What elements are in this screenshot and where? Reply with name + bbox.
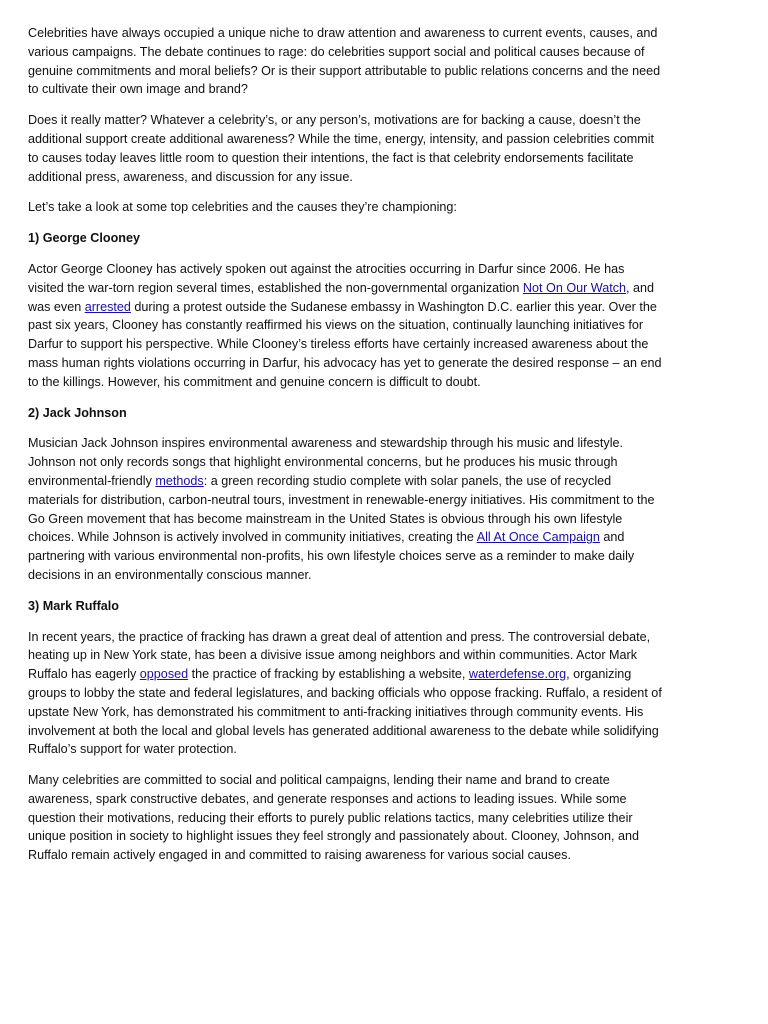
body-text: : a green recording studio complete with solar panels, the use of recycled materials for distribution, carbon-neutral tours, investment in renewable-energy initiatives. His commitment to the Go Green movement that has become mainstream in the United States is obvious through his own lifestyle choices. While Johnson is actively involved in community initiatives, creating the bbox=[28, 473, 655, 545]
section-paragraph-johnson bbox=[28, 434, 662, 584]
body-text: Musician Jack Johnson inspires environmental awareness and stewardship through his music and lifestyle. Johnson not only records songs that highlight environmental concerns, but he produces his music through environmental-friendly bbox=[28, 436, 624, 488]
not-on-our-watch-link[interactable]: Not On Our Watch bbox=[522, 280, 627, 295]
section-paragraph-ruffalo bbox=[28, 628, 662, 760]
body-text: Actor George Clooney has actively spoken out against the atrocities occurring in Darfur since 2006. He has visited the war-torn region several times, established the non-governmental organization bbox=[28, 261, 625, 295]
section-heading-clooney: 1) George Clooney bbox=[28, 231, 140, 246]
intro-paragraph-3: Let’s take a look at some top celebrities and the causes they’re championing: bbox=[28, 200, 457, 215]
arrested-link[interactable]: arrested bbox=[84, 299, 131, 314]
document-body bbox=[28, 24, 662, 877]
intro-paragraph-1: Celebrities have always occupied a unique niche to draw attention and awareness to current events, causes, and various campaigns. The debate continues to rage: do celebrities support social and political causes because of genuine commitments and moral beliefs? Or is their support attributable to public relations concerns and the need to cultivate their own image and brand? bbox=[28, 26, 661, 97]
body-text: during a protest outside the Sudanese embassy in Washington D.C. earlier this year. Over the past six years, Clooney has constantly reaffirmed his views on the situation, continually launching initiatives for Darfur to support his perspective. While Clooney’s tireless efforts have certainly increased awareness about the mass human rights violations occurring in Darfur, his advocacy has yet to generate the desired response – an end to the killings. However, his commitment and genuine concern is difficult to doubt. bbox=[28, 299, 662, 389]
all-at-once-campaign-link[interactable]: All At Once Campaign bbox=[476, 530, 600, 545]
section-paragraph-clooney bbox=[28, 260, 662, 392]
intro-paragraph-2: Does it really matter? Whatever a celebrity’s, or any person’s, motivations are for backing a cause, doesn’t the additional support create additional awareness? While the time, energy, intensity, and passion celebrities commit to causes today leaves little room to question their intentions, the fact is that celebrity endorsements facilitate additional press, awareness, and discussion for any issue. bbox=[28, 113, 655, 184]
section-heading-ruffalo: 3) Mark Ruffalo bbox=[28, 598, 119, 613]
waterdefense-link[interactable]: waterdefense.org bbox=[468, 667, 567, 682]
body-text: , organizing groups to lobby the state and federal legislatures, and backing officials who oppose fracking. Ruffalo, a resident of upstate New York, has demonstrated his commitment to anti-fracking initiatives through community events. His involvement at both the local and global levels has generated additional awareness to the debate while solidifying Ruffalo’s support for water protection. bbox=[28, 667, 662, 757]
body-text: In recent years, the practice of fracking has drawn a great deal of attention and press. The controversial debate, heating up in New York state, has been a divisive issue among neighbors and within communities. Actor Mark Ruffalo has eagerly bbox=[28, 629, 651, 682]
opposed-link[interactable]: opposed bbox=[139, 667, 189, 682]
body-text: , and was even bbox=[28, 280, 655, 314]
body-text: and partnering with various environmental non-profits, his own lifestyle choices serve as a reminder to make daily decisions in an environmentally conscious manner. bbox=[28, 530, 635, 582]
conclusion-paragraph: Many celebrities are committed to social and political campaigns, lending their name and brand to create awareness, spark constructive debates, and generate responses and actions to leading issues. While some question their motivations, reducing their efforts to purely public relations tactics, many celebrities utilize their unique position in society to highlight issues they feel strongly and passionately about. Clooney, Johnson, and Ruffalo remain actively engaged in and committed to raising awareness for various social causes. bbox=[28, 773, 639, 863]
methods-link[interactable]: methods bbox=[155, 473, 204, 488]
section-heading-johnson: 2) Jack Johnson bbox=[28, 405, 127, 420]
body-text: the practice of fracking by establishing a website, bbox=[188, 667, 469, 682]
